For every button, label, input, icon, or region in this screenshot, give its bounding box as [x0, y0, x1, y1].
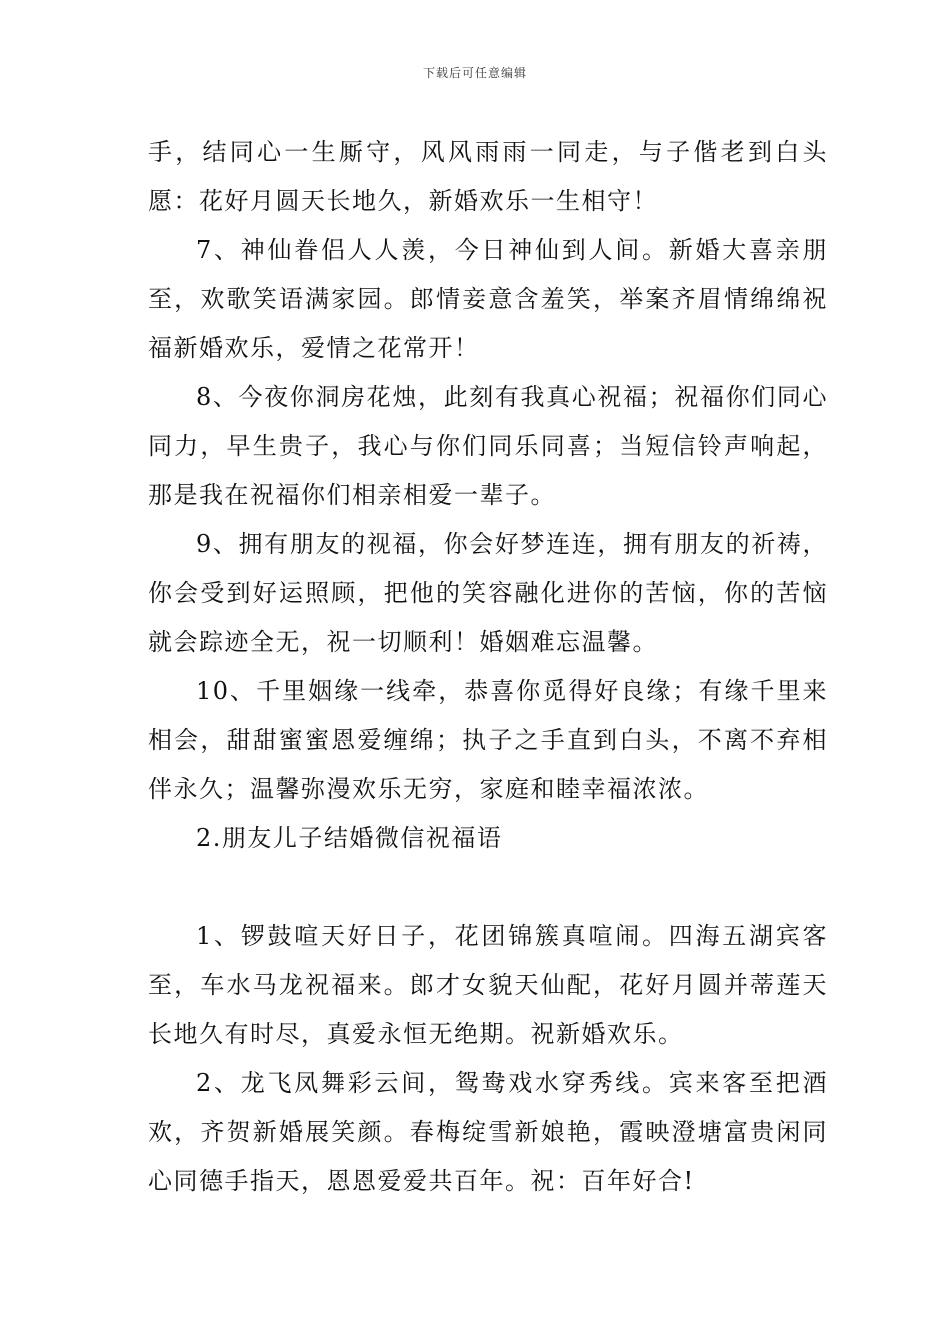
- section-heading: 2.朋友儿子结婚微信祝福语: [196, 824, 503, 852]
- paragraph-continuation: 手，结同心一生厮守，风风雨雨一同走，与子偕老到白头愿：花好月圆天长地久，新婚欢乐一生相守！: [148, 138, 828, 215]
- paragraph-item-7: 7、神仙眷侣人人羡，今日神仙到人间。新婚大喜亲朋至，欢歌笑语满家园。郎情妾意含羞笑，举案齐眉情绵绵祝福新婚欢乐，爱情之花常开！: [148, 236, 828, 362]
- paragraph-item-9: 9、拥有朋友的视福，你会好梦连连，拥有朋友的祈祷，你会受到好运照顾，把他的笑容融化进你的苦恼，你的苦恼就会踪迹全无，祝一切顺利！婚姻难忘温馨。: [148, 530, 828, 656]
- page-header: 下载后可任意编辑: [422, 66, 527, 80]
- paragraph-item-2: 2、龙飞凤舞彩云间，鸳鸯戏水穿秀线。宾来客至把酒欢，齐贺新婚展笑颜。春梅绽雪新娘艳，霞映澄塘富贵闲同心同德手指天，恩恩爱爱共百年。祝：百年好合!: [148, 1069, 828, 1195]
- document-body: [148, 128, 828, 1206]
- paragraph-item-8: 8、今夜你洞房花烛，此刻有我真心祝福；祝福你们同心同力，早生贵子，我心与你们同乐同喜；当短信铃声响起，那是我在祝福你们相亲相爱一辈子。: [148, 383, 828, 509]
- paragraph-item-1: 1、锣鼓喧天好日子，花团锦簇真喧闹。四海五湖宾客至，车水马龙祝福来。郎才女貌天仙配，花好月圆并蒂莲天长地久有时尽，真爱永恒无绝期。祝新婚欢乐。: [148, 922, 828, 1048]
- paragraph-item-10: 10、千里姻缘一线牵，恭喜你觅得好良缘；有缘千里来相会，甜甜蜜蜜恩爱缠绵；执子之手直到白头，不离不弃相伴永久；温馨弥漫欢乐无穷，家庭和睦幸福浓浓。: [148, 677, 828, 803]
